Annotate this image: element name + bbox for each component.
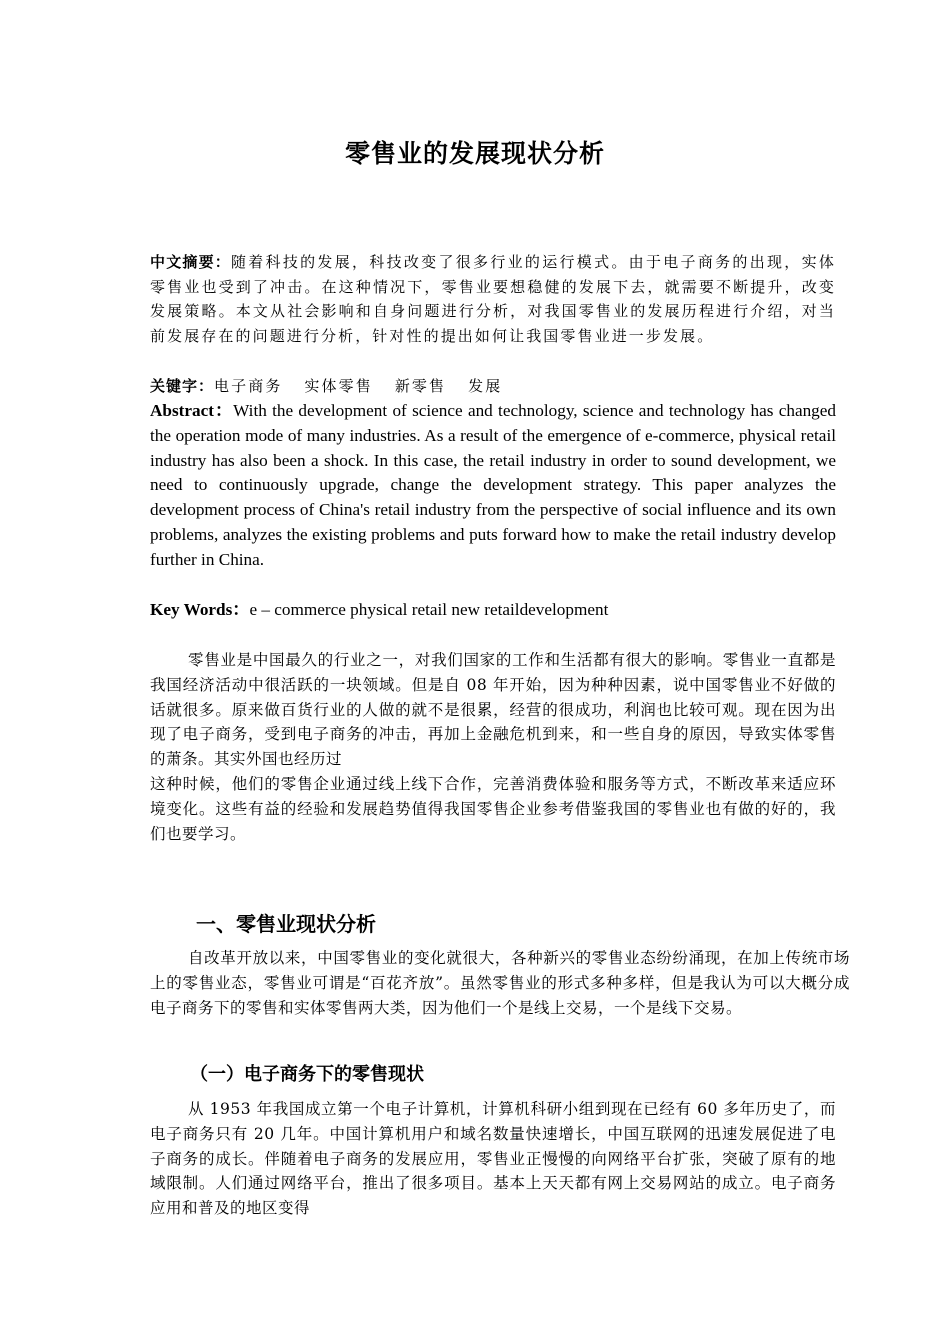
intro-paragraph-2: 这种时候，他们的零售企业通过线上线下合作，完善消费体验和服务等方式，不断改革来适应环境变化。这些有益的经验和发展趋势值得我国零售企业参考借鉴我国的零售业也有做的好的，我们也要学习。: [150, 774, 836, 843]
section-heading-1: 一、零售业现状分析: [196, 912, 376, 936]
cn-keywords: [150, 374, 836, 399]
cn-keyword: 电子商务: [214, 377, 283, 395]
cn-keyword: 新零售: [394, 377, 447, 395]
en-abstract-text: With the development of science and technology, science and technology has changed the operation mode of many industries. As a result of the emergence of e-commerce, physical retail industry has also been a shock. In this case, the retail industry in order to sound development, we need to continuously upgrade, change the development strategy. This paper analyzes the development process of China's retail industry from the perspective of social influence and its own problems, analyzes the existing problems and puts forward how to make the retail industry develop further in China.: [150, 401, 836, 569]
section-1-body: [150, 946, 850, 1020]
cn-abstract-text: 随着科技的发展，科技改变了很多行业的运行模式。由于电子商务的出现，实体零售业也受到了冲击。在这种情况下，零售业要想稳健的发展下去，就需要不断提升，改变发展策略。本文从社会影响和自身问题进行分析，对我国零售业的发展历程进行介绍，对当前发展存在的问题进行分析，针对性的提出如何让我国零售业进一步发展。: [150, 253, 836, 345]
en-keywords-label: Key Words：: [150, 600, 250, 619]
document-title: 零售业的发展现状分析: [344, 139, 605, 168]
en-abstract: [150, 399, 836, 573]
en-abstract-label: Abstract：: [150, 401, 234, 420]
section-1-paragraph: 自改革开放以来，中国零售业的变化就很大，各种新兴的零售业态纷纷涌现，在加上传统市场上的零售业态，零售业可谓是“百花齐放”。虽然零售业的形式多种多样，但是我认为可以大概分成电子商务下的零售和实体零售两大类，因为他们一个是线上交易，一个是线下交易。: [150, 949, 850, 1017]
cn-abstract-label: 中文摘要：: [150, 253, 231, 271]
cn-keyword: 发展: [468, 377, 503, 395]
intro-paragraph-1: 零售业是中国最久的行业之一，对我们国家的工作和生活都有很大的影响。零售业一直都是我国经济活动中很活跃的一块领域。但是自 08 年开始，因为种种因素，说中国零售业不好做的话就很多。原来做百货行业的人做的就不是很累，经营的很成功，利润也比较可观。现在因为出现了电子商务，受到电子商务的冲击，再加上金融危机到来，和一些自身的原因，导致实体零售的萧条。其实外国也经历过: [150, 651, 836, 769]
cn-keywords-label: 关键字：: [150, 377, 215, 395]
en-keywords: [150, 598, 836, 623]
cn-keyword: 实体零售: [304, 377, 373, 395]
cn-abstract: [150, 250, 836, 348]
subsection-1-paragraph: 从 1953 年我国成立第一个电子计算机，计算机科研小组到现在已经有 60 多年历史了，而电子商务只有 20 几年。中国计算机用户和域名数量快速增长，中国互联网的迅速发展促进了电子商务的成长。伴随着电子商务的发展应用，零售业正慢慢的向网络平台扩张，突破了原有的地域限制。人们通过网络平台，推出了很多项目。基本上天天都有网上交易网站的成立。电子商务应用和普及的地区变得: [150, 1100, 836, 1218]
subsection-heading-1: （一）电子商务下的零售现状: [190, 1064, 424, 1085]
subsection-1-body: [150, 1097, 836, 1221]
en-keywords-text: e – commerce physical retail new retaildevelopment: [249, 600, 609, 619]
intro-section: [150, 648, 836, 846]
